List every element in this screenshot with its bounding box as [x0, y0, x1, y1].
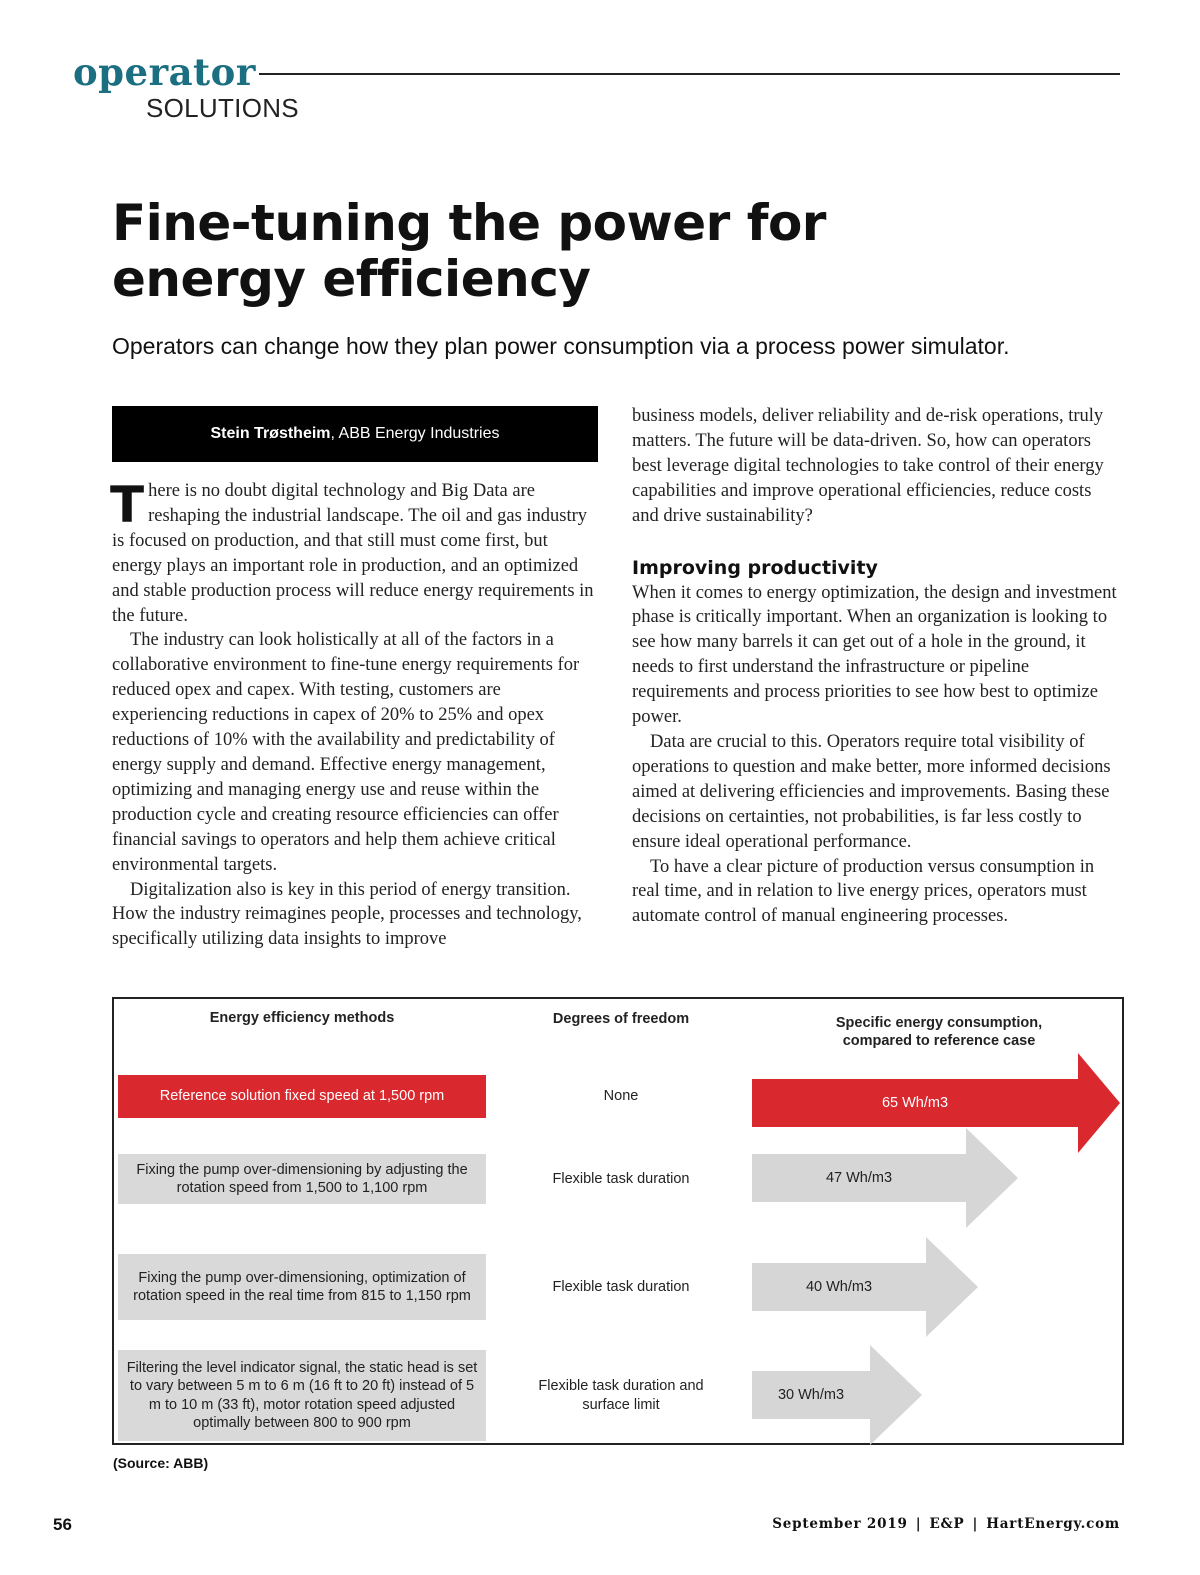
paragraph-1-text: here is no doubt digital technology and Big Data are reshaping the industrial landscape. The oil and gas industry is focused on production, and that still must come first, but energy plays an important role in production, and an optimized and stable production process will reduce energy requirements in the future.: [112, 481, 594, 626]
paragraph-4: business models, deliver reliability and de-risk operations, truly matters. The future will be data-driven. So, how can operators best leverage digital technologies to take control of their energy capabilities and improve operational efficiencies, reduce costs and drive sustainability?: [632, 406, 1104, 526]
method-box: Fixing the pump over-dimensioning by adjusting the rotation speed from 1,500 to 1,100 rpm: [118, 1154, 486, 1204]
method-box-reference: Reference solution fixed speed at 1,500 rpm: [118, 1075, 486, 1118]
title-line-2: energy efficiency: [112, 250, 591, 308]
energy-efficiency-figure: [112, 997, 1124, 1445]
footer-publication: E&P: [929, 1516, 965, 1532]
title-line-1: Fine-tuning the power for: [112, 194, 826, 252]
drop-cap: T: [110, 476, 145, 534]
freedom-label: None: [603, 1088, 639, 1105]
paragraph-3: Digitalization also is key in this period of energy transition. How the industry reimagines people, processes and technology, specifically utilizing data insights to improve: [112, 879, 582, 950]
footer-website: HartEnergy.com: [986, 1516, 1120, 1532]
byline: [112, 406, 598, 462]
header-consumption-line-2: compared to reference case: [842, 1033, 1036, 1049]
footer-separator: |: [972, 1516, 979, 1532]
method-box: Filtering the level indicator signal, the static head is set to vary between 5 m to 6 m (16 ft to 20 ft) instead of 5 m to 10 m (33 ft), motor rotation speed adjusted optimally between 800 to 900 rpm: [118, 1350, 486, 1441]
consumption-label: 65 Wh/m3: [881, 1095, 949, 1111]
article-column-right: [632, 404, 1117, 929]
paragraph-6: Data are crucial to this. Operators require total visibility of operations to question and make better, more informed decisions aimed at delivering efficiencies and improvements. Basing these decisions on certainties, not probabilities, is far less costly to ensure ideal operational performance.: [632, 731, 1111, 852]
author-name: Stein Trøstheim: [210, 425, 331, 442]
page-number: 56: [53, 1515, 72, 1534]
paragraph-7: To have a clear picture of production versus consumption in real time, and in relation to live energy prices, operators must automate control of manual engineering processes.: [632, 856, 1095, 927]
freedom-label: Flexible task duration and surface limit: [538, 1378, 704, 1413]
header-consumption: [814, 1014, 1064, 1050]
header-consumption-line-1: Specific energy consumption,: [835, 1015, 1043, 1031]
subhead: Improving productivity: [632, 556, 878, 579]
article-deck: Operators can change how they plan power consumption via a process power simulator.: [112, 333, 1010, 359]
paragraph-1: [110, 476, 594, 628]
consumption-label: 30 Wh/m3: [777, 1387, 845, 1403]
header-freedom: Degrees of freedom: [552, 1011, 690, 1027]
paragraph-2: The industry can look holistically at all of the factors in a collaborative environment to fine-tune energy requirements for reduced opex and capex. With testing, customers are experiencing reductions in capex of 20% to 25% and opex reductions of 10% with the availability and predictability of energy supply and demand. Effective energy management, optimizing and managing energy use and reuse within the production cycle and creating resource efficiencies can offer financial savings to operators and help them achieve critical environmental targets.: [112, 630, 580, 875]
footer-info: [772, 1516, 1120, 1532]
section-sublabel: SOLUTIONS: [146, 93, 299, 123]
header-rule: [259, 73, 1120, 75]
article-title: [112, 195, 1012, 307]
consumption-label: 40 Wh/m3: [805, 1279, 873, 1295]
article-column-left: [110, 476, 594, 952]
footer-date: September 2019: [772, 1516, 908, 1532]
consumption-label: 47 Wh/m3: [825, 1170, 893, 1186]
author-organization: , ABB Energy Industries: [330, 425, 500, 442]
footer-separator: |: [915, 1516, 922, 1532]
figure-source: (Source: ABB): [113, 1455, 209, 1471]
paragraph-5: When it comes to energy optimization, the design and investment phase is critically important. When an organization is looking to see how many barrels it can get out of a hole in the ground, it needs to first understand the infrastructure or pipeline requirements and process priorities to see how best to optimize power.: [632, 582, 1117, 728]
header-methods: Energy efficiency methods: [209, 1010, 395, 1026]
freedom-label: Flexible task duration: [552, 1170, 690, 1187]
section-label: operator: [73, 50, 256, 94]
method-box: Fixing the pump over-dimensioning, optimization of rotation speed in the real time from 815 to 1,150 rpm: [118, 1254, 486, 1320]
freedom-label: Flexible task duration: [552, 1278, 690, 1295]
